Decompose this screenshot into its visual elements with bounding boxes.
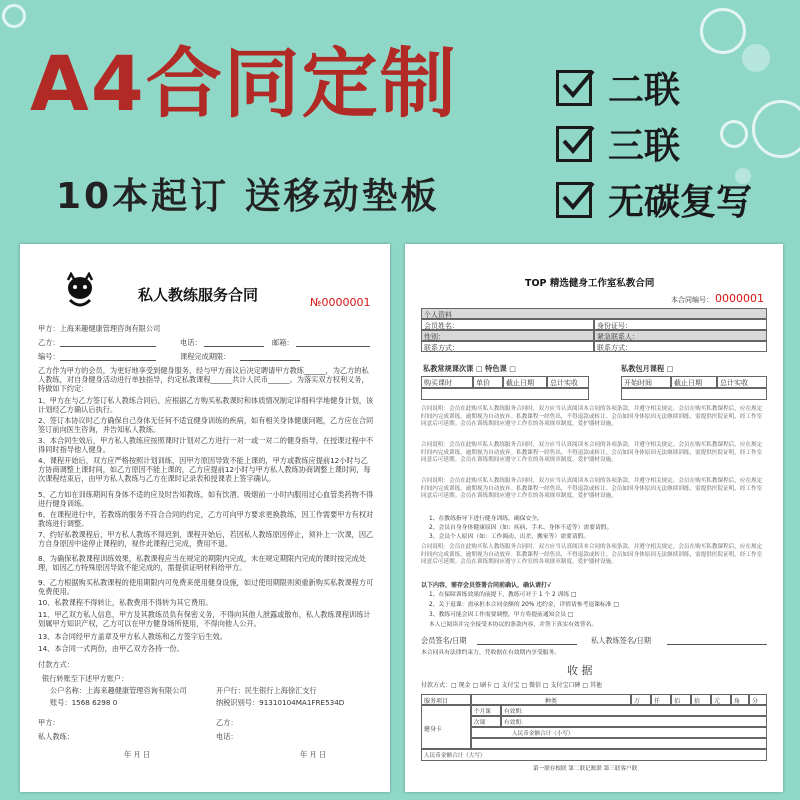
postcode-field: 邮箱： (272, 338, 294, 347)
receipt-header-cell: 分 (749, 694, 767, 705)
contract-sample-right (405, 244, 783, 792)
clause: 3、本合同生效后，甲方私人教练应按照课时计划对乙方进行一对一或一对二的健身指导，在授课过程中不得同时指导他人健身。 (38, 436, 374, 454)
decor-bubble (2, 4, 26, 28)
table-header-cell: 截止日期 (503, 376, 547, 388)
receipt-valid: 有效期： (501, 705, 767, 716)
info-header: 个人资料 (421, 308, 767, 319)
checkbox-icon (556, 182, 592, 218)
coach-sign: 私人教练签名/日期 (591, 636, 651, 645)
check-item: 1、在保障训练效果的前提下，教练可对于 1 个 2 训练 □ (429, 592, 577, 598)
clause: 4、课程开始后，双方应严格按照计划训练，因甲方原因导致不能上课的，甲方或教练应提前12小时与乙方协商调整上课时间，如乙方原因不能上课的，乙方应提前12小时与甲方私人教练协商调整上课时间，每次课程结束后，由甲方私人教练与乙方在课时记录表和授课表上签字确认。 (38, 456, 371, 483)
contract-number-label: 本合同编号： (671, 296, 713, 304)
confirm-note: 以下内容，需存会员签署合同前确认，确认请打√ (421, 582, 552, 589)
receipt-total-big: 人民币金额合计（大写） (421, 749, 767, 761)
logo-icon (62, 272, 98, 312)
contract-title: 私人教练服务合同 (138, 286, 259, 304)
table-header-cell: 单价 (473, 376, 503, 388)
account-number: 账号：1568 6298 0 (50, 698, 118, 707)
monthly-course-label: 私教包月课程 □ (621, 364, 674, 373)
contract-body-text: 合同说明：会员在此购买私人教练服务合同时，双方应当认真阅读本合同的各项条款，并遵守相关规定。会员在购买私教课程后，应在规定时间内完成训练，逾期视为自动放弃。私教课程一经售出，不得退款或转让。会员如因身体原因无法继续训练，需提供医院证明，经工作室同意后可延期。会员在训练期间应遵守工作室的各项规章制度，爱护器材设施。 (421, 478, 763, 500)
table-header-cell: 购买课时 (421, 376, 473, 388)
clause: 8、为确保私教课程训练效果，私教课程应当在规定的期限内完成，未在规定期限内完成的课时按完成处理，如因乙方特殊原因导致不能完成的，需提供证明材料给甲方。 (38, 554, 367, 572)
info-cell: 联系方式： (594, 341, 767, 352)
decor-bubble (720, 120, 748, 148)
normal-course-label: 私教常规课次课 □ 特色课 □ (423, 364, 516, 373)
clause: 9、乙方根据购买私教课程的使用期限内可免费来使用健身设施，如过使用期限则须重新购买私教课程方可免费使用。 (38, 578, 374, 596)
receipt-header-cell: 角 (731, 694, 749, 705)
receipt-valid: 有效期： (501, 716, 767, 727)
receipt-header-cell: 服务项目 (421, 694, 471, 705)
contract-number: 0000001 (715, 292, 764, 305)
company-account-name: 公户名称：上海来趣健康管理咨询有限公司 (50, 686, 187, 695)
sign-phone: 电话： (216, 732, 238, 741)
decor-bubble (742, 44, 770, 72)
clause: 1、甲方在与乙方签订私人教练合同后，应根据乙方购买私教课时和体质情况制定详细科学地健身计划，该计划经乙方确认后执行。 (38, 396, 374, 414)
party-a-field: 甲方：上海来趣健康管理咨询有限公司 (38, 324, 161, 333)
receipt-footer: 第一联存根联 第二联记账联 第三联客户联 (533, 766, 638, 772)
checkbox-icon (556, 70, 592, 106)
receipt-title: 收 据 (567, 664, 593, 677)
info-cell: 会员姓名： (421, 319, 594, 330)
footer-note: 本合同具有法律约束力，凭收据在有效期内享受服务。 (421, 650, 561, 656)
contract-title: TOP 精选健身工作室私教合同 (525, 278, 655, 289)
id-field: 编号： (38, 352, 60, 361)
table-header-cell: 总计实收 (717, 376, 767, 388)
sign-party-a: 甲方： (38, 718, 60, 727)
feature-label: 无碳复写 (608, 182, 753, 223)
sign-coach: 私人教练： (38, 732, 74, 741)
clause: 11、甲乙双方私人信息，甲方及其教练员负有保密义务，不得向其他人泄露或散布，私人教练课程训练计划属甲方知识产权，乙方可以在甲方健身场所使用，不得向他人公开。 (38, 610, 371, 628)
clause: 14、本合同一式两份，由甲乙双方各持一份。 (38, 644, 184, 653)
receipt-item: 次课 (471, 716, 501, 727)
receipt-header-cell: 万 (631, 694, 651, 705)
receipt-payment-methods: 付款方式：□ 现金 □ 刷卡 □ 支付宝 □ 微信 □ 支付宝口碑 □ 其他 (421, 682, 602, 689)
rule-item: 1、在教练指导下进行健身训练，确保安全。 (429, 516, 543, 522)
party-b-field: 乙方： (38, 338, 60, 347)
table-row (421, 388, 589, 400)
info-cell: 联系方式： (421, 341, 594, 352)
tax-id: 纳税识别号：91310104MA1FRE534D (216, 698, 345, 707)
receipt-item: 个月课 (471, 705, 501, 716)
feature-item (556, 118, 680, 169)
info-cell: 性别： (421, 330, 594, 341)
sign-party-b: 乙方： (216, 718, 238, 727)
sign-date-a: 年 月 日 (124, 750, 151, 759)
receipt-blank-row (471, 738, 767, 749)
bank-transfer-label: 银行转账至下述甲方账户： (42, 674, 129, 683)
receipt-header-cell: 佰 (671, 694, 691, 705)
period-field: 课程完成期限： (180, 352, 231, 361)
receipt-header-cell: 仟 (651, 694, 671, 705)
contract-intro: 乙方作为甲方的会员，为更好地享受到健身服务，经与甲方商议后决定聘请甲方教练______，为乙方的私人教练，对自身健身活动进行单独指导，约定私教课程______共计人民币______。为落实双方权利义务，特做如下约定： (38, 366, 369, 393)
clause: 6、在课程进行中，若教练的服务不符合合同的约定，乙方可向甲方要求更换教练，因工作需要甲方有权对教练进行调整。 (38, 510, 374, 528)
headline-subtitle: 10本起订 送移动垫板 (56, 176, 440, 217)
receipt-total-small: 人民币金额合计（小写） (471, 727, 767, 738)
contract-number: №0000001 (310, 296, 371, 309)
feature-item (556, 174, 752, 225)
clause: 2、签订本协议时乙方确保自己身体无任何不适宜健身训练的疾病，如有相关身体健康问题，乙方应在合同签订前向医生咨询，并告知私人教练。 (38, 416, 374, 434)
contract-body-text: 合同说明：会员在此购买私人教练服务合同时，双方应当认真阅读本合同的各项条款，并遵守相关规定。会员在购买私教课程后，应在规定时间内完成训练，逾期视为自动放弃。私教课程一经售出，不得退款或转让。会员如因身体原因无法继续训练，需提供医院证明，经工作室同意后可延期。会员在训练期间应遵守工作室的各项规章制度，爱护器材设施。 (421, 406, 763, 428)
check-item: 2、关于退课：需承担本合同金额的 20% 违约金，详情请参考退课标准 □ (429, 602, 619, 608)
clause: 7、约好私教课程后，甲方私人教练不得迟到，课程开始后，若因私人教练原因停止，须补上一次课，因乙方自身原因中途停止课程的，视作此课程已完成，费用不退。 (38, 530, 374, 548)
receipt-header-cell: 种类 (471, 694, 631, 705)
payment-label: 付款方式： (38, 660, 74, 669)
clause: 13、本合同经甲方盖章及甲方私人教练和乙方签字后生效。 (38, 632, 227, 641)
decor-bubble (700, 8, 746, 54)
phone-field: 电话： (180, 338, 202, 347)
receipt-header-cell: 元 (711, 694, 731, 705)
clause: 5、乙方如在训练期间有身体不适的应及时告知教练，如有饮酒、吸烟前一小时内服用过心血管类药物不得进行健身训练。 (38, 490, 374, 508)
info-cell: 紧急联系人： (594, 330, 767, 341)
contract-body-text: 合同说明：会员在此购买私人教练服务合同时，双方应当认真阅读本合同的各项条款，并遵守相关规定。会员在购买私教课程后，应在规定时间内完成训练，逾期视为自动放弃。私教课程一经售出，不得退款或转让。会员如因身体原因无法继续训练，需提供医院证明，经工作室同意后可延期。会员在训练期间应遵守工作室的各项规章制度，爱护器材设施。 (421, 544, 763, 566)
check-item: 3、教练可能会因工作需要调整，甲方将提前通知会员 □ (429, 612, 574, 618)
rule-item: 2、会员自身身体健康原因（如：疾病、手术、身体不适等）需要请假。 (429, 525, 613, 531)
feature-label: 三联 (608, 126, 681, 167)
table-row (621, 388, 767, 400)
receipt-category: 健身卡 (421, 705, 471, 749)
feature-item (556, 62, 680, 113)
decor-bubble (752, 100, 800, 158)
bank-name: 开户行：民生银行上海徐汇支行 (216, 686, 317, 695)
receipt-header-cell: 拾 (691, 694, 711, 705)
rule-item: 3、会员个人原因（如：工作调动、出差、搬家等）需要请假。 (429, 534, 590, 540)
headline-title: A4合同定制 (30, 39, 458, 128)
info-cell: 身份证号： (594, 319, 767, 330)
contract-body-text: 合同说明：会员在此购买私人教练服务合同时，双方应当认真阅读本合同的各项条款，并遵守相关规定。会员在购买私教课程后，应在规定时间内完成训练，逾期视为自动放弃。私教课程一经售出，不得退款或转让。会员如因身体原因无法继续训练，需提供医院证明，经工作室同意后可延期。会员在训练期间应遵守工作室的各项规章制度，爱护器材设施。 (421, 442, 763, 464)
clause: 10、私教课程不得转让，私教费用不得转为其它费用。 (38, 598, 213, 607)
feature-label: 二联 (608, 70, 681, 111)
member-sign: 会员签名/日期 (421, 636, 467, 645)
contract-sample-left (20, 244, 390, 792)
table-header-cell: 总计实收 (547, 376, 589, 388)
checkbox-icon (556, 126, 592, 162)
table-header-cell: 开始时间 (621, 376, 671, 388)
sign-date-b: 年 月 日 (300, 750, 327, 759)
table-header-cell: 截止日期 (671, 376, 717, 388)
check-tail: 本人已阅读并完全接受本协议的条款内容，并签下真实有效签名。 (429, 622, 598, 628)
